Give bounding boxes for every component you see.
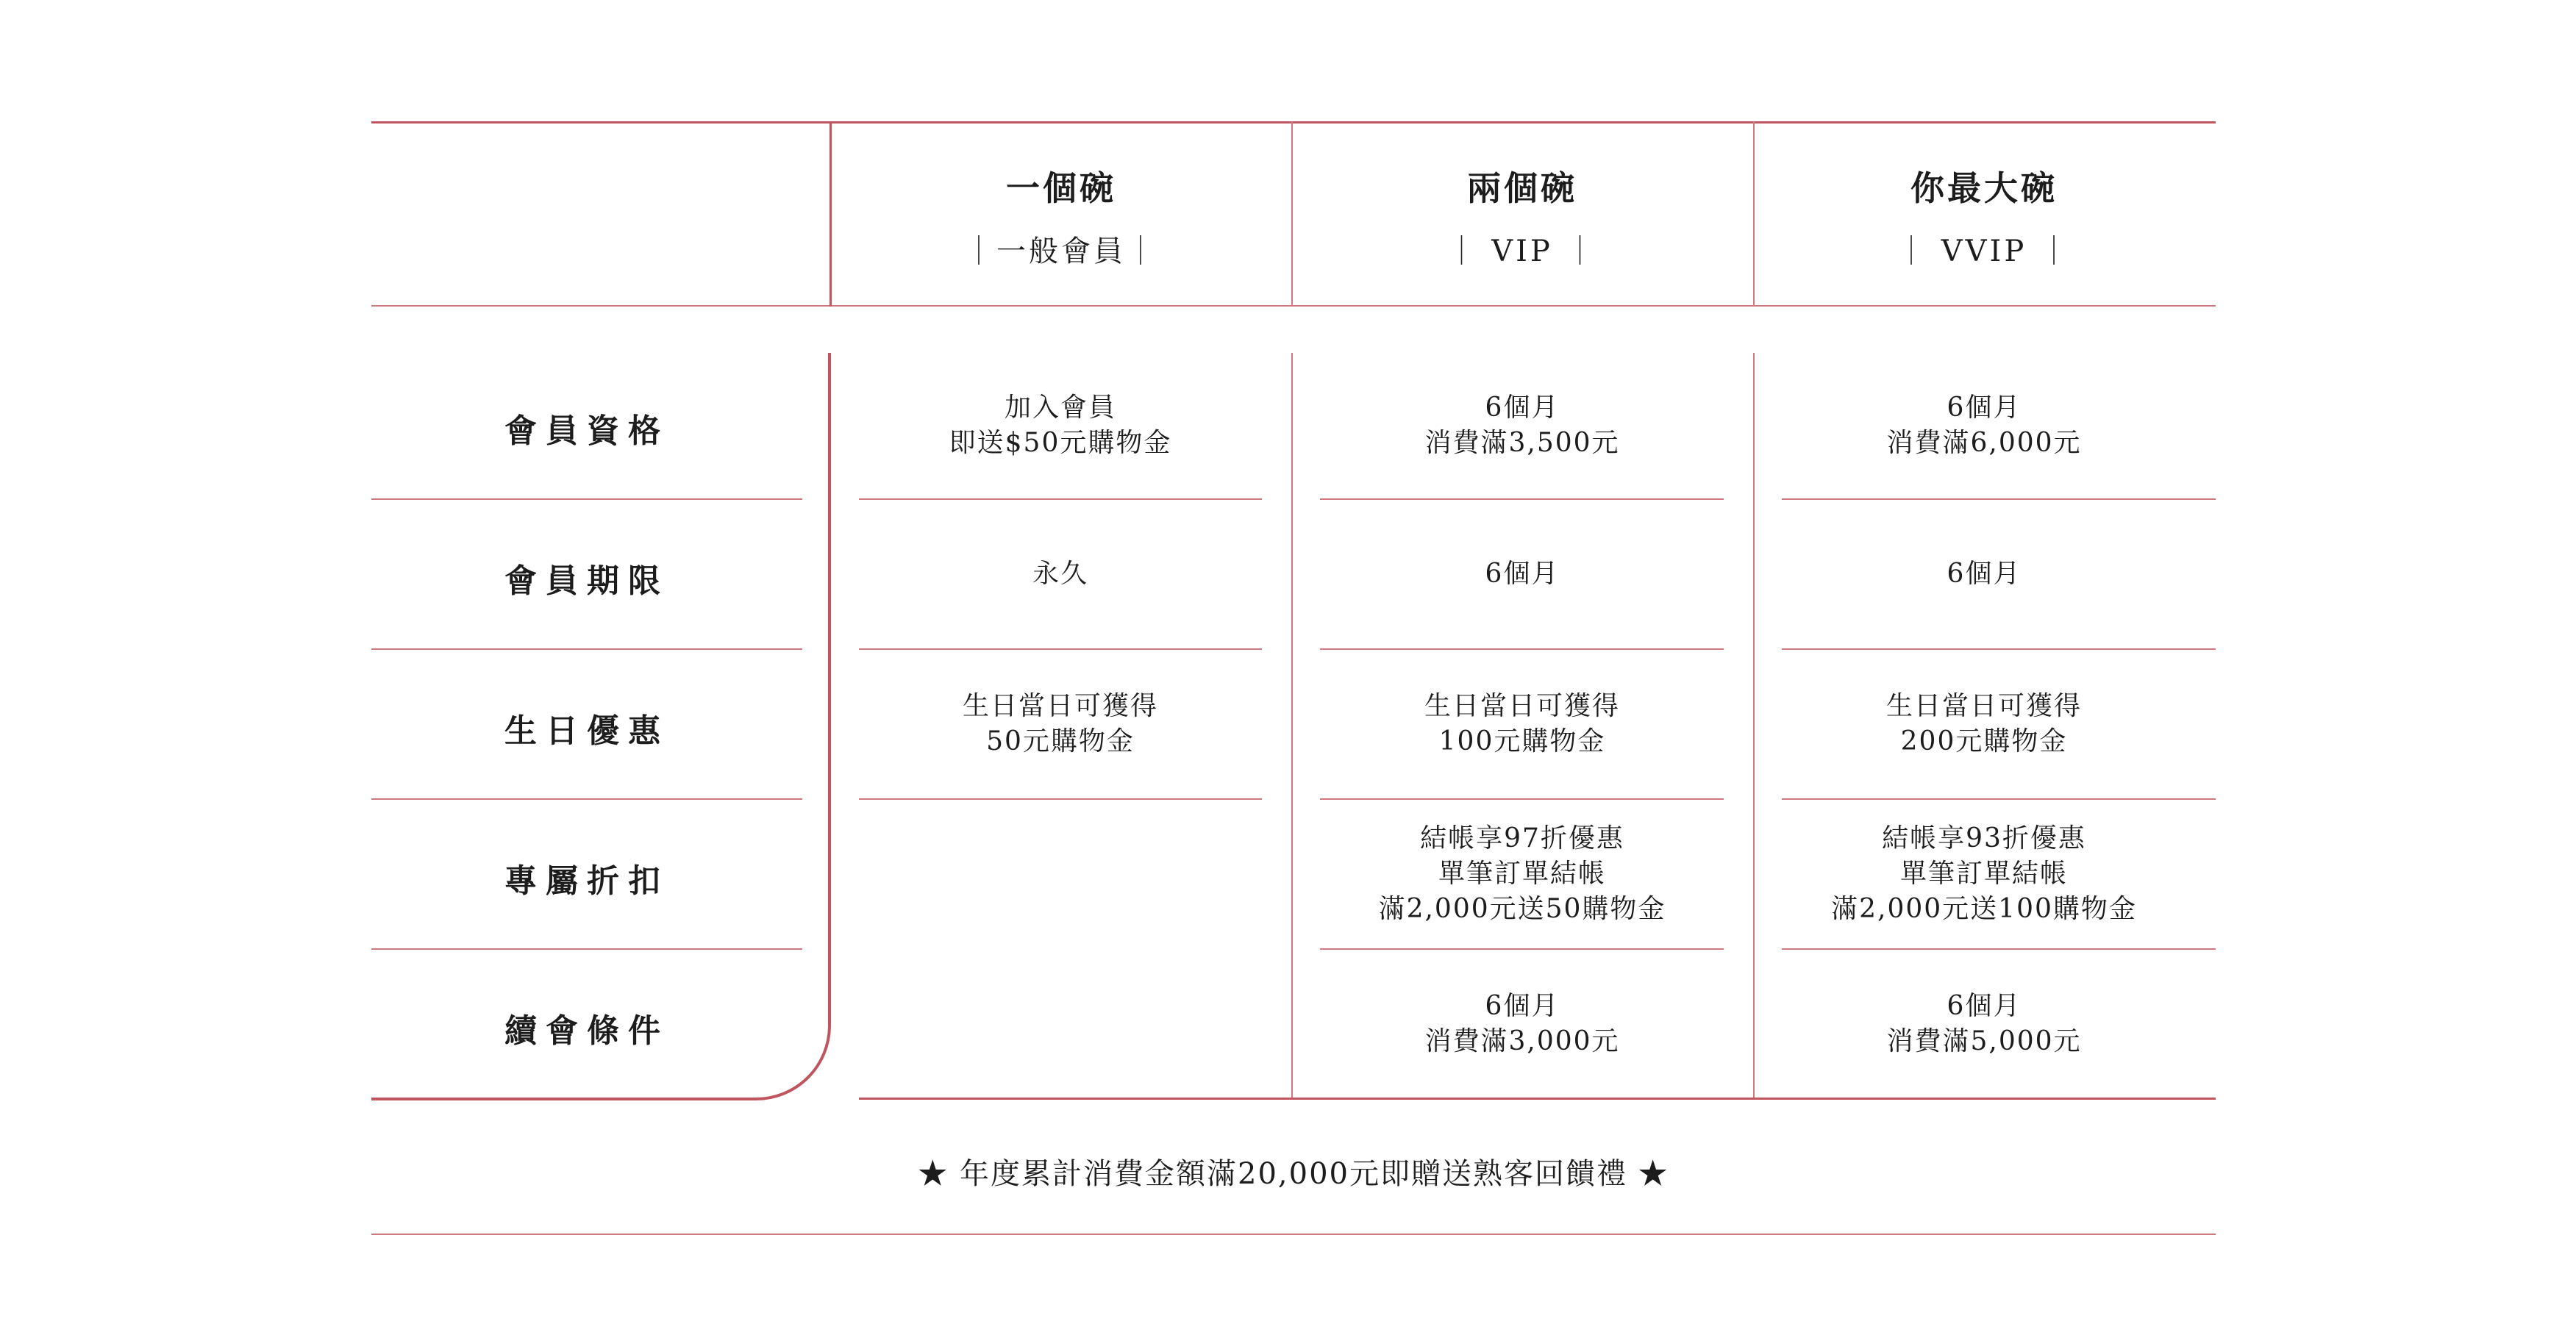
table-cell xyxy=(1293,800,1752,948)
cell-line: 6個月 xyxy=(1485,559,1560,589)
label-divider xyxy=(371,798,802,800)
cell-line: 生日當日可獲得 xyxy=(962,691,1158,721)
table-cell xyxy=(1755,950,2213,1098)
table-cell xyxy=(1755,500,2213,648)
tier-subtitle: ｜一般會員｜ xyxy=(964,235,1158,268)
label-divider xyxy=(371,948,802,950)
row-label: 續會條件 xyxy=(504,1012,669,1050)
row-label: 會員期限 xyxy=(504,562,669,600)
cell-line: 消費滿5,000元 xyxy=(1886,1025,2082,1056)
cell-divider xyxy=(859,798,1262,800)
cell-line: 6個月 xyxy=(1485,393,1560,423)
row-label: 會員資格 xyxy=(504,412,669,450)
table-cell xyxy=(1293,650,1752,798)
cell-line: 生日當日可獲得 xyxy=(1424,691,1620,721)
table-cell xyxy=(1293,500,1752,648)
table-cell xyxy=(832,500,1289,648)
tier-name: 一個碗 xyxy=(1006,168,1116,208)
cell-line: 永久 xyxy=(1032,559,1088,589)
cell-line: 6個月 xyxy=(1485,990,1560,1021)
table-cell xyxy=(1755,650,2213,798)
table-cell xyxy=(1755,800,2213,948)
row-label: 專屬折扣 xyxy=(504,862,669,900)
tier-name: 你最大碗 xyxy=(1910,168,2058,208)
cell-line: 6個月 xyxy=(1947,990,2022,1021)
cell-line: 生日當日可獲得 xyxy=(1885,691,2082,721)
cell-line: 消費滿6,000元 xyxy=(1886,428,2082,458)
table-cell xyxy=(832,353,1289,498)
tier-subtitle: ｜ VIP ｜ xyxy=(1446,235,1598,268)
cell-line: 消費滿3,500元 xyxy=(1424,428,1620,458)
cell-line: 滿2,000元送100購物金 xyxy=(1831,894,2137,924)
row-label: 生日優惠 xyxy=(504,712,669,750)
cell-line: 100元購物金 xyxy=(1438,726,1606,756)
table-bottom-rule xyxy=(859,1098,2216,1100)
cell-line: 6個月 xyxy=(1947,559,2022,589)
tier-subtitle: ｜ VVIP ｜ xyxy=(1897,235,2072,268)
table-cell xyxy=(1293,353,1752,498)
cell-line: 結帳享93折優惠 xyxy=(1882,823,2086,853)
footer-note: ★ 年度累計消費金額滿20,000元即贈送熟客回饋禮 ★ xyxy=(918,1157,1669,1191)
cell-line: 200元購物金 xyxy=(1900,726,2068,756)
label-divider xyxy=(371,648,802,650)
table-cell xyxy=(1755,353,2213,498)
cell-line: 單筆訂單結帳 xyxy=(1899,859,2068,889)
cell-line: 即送$50元購物金 xyxy=(949,428,1172,458)
cell-line: 6個月 xyxy=(1947,393,2022,423)
cell-line: 消費滿3,000元 xyxy=(1424,1025,1620,1056)
footer-bottom-rule xyxy=(371,1234,2216,1235)
cell-line: 滿2,000元送50購物金 xyxy=(1378,894,1666,924)
cell-line: 單筆訂單結帳 xyxy=(1438,859,1606,889)
table-cell xyxy=(1293,950,1752,1098)
label-divider xyxy=(371,498,802,500)
cell-line: 50元購物金 xyxy=(986,726,1135,756)
cell-line: 結帳享97折優惠 xyxy=(1420,823,1624,853)
tier-name: 兩個碗 xyxy=(1467,168,1577,208)
table-cell xyxy=(832,650,1289,798)
cell-line: 加入會員 xyxy=(1004,393,1116,423)
